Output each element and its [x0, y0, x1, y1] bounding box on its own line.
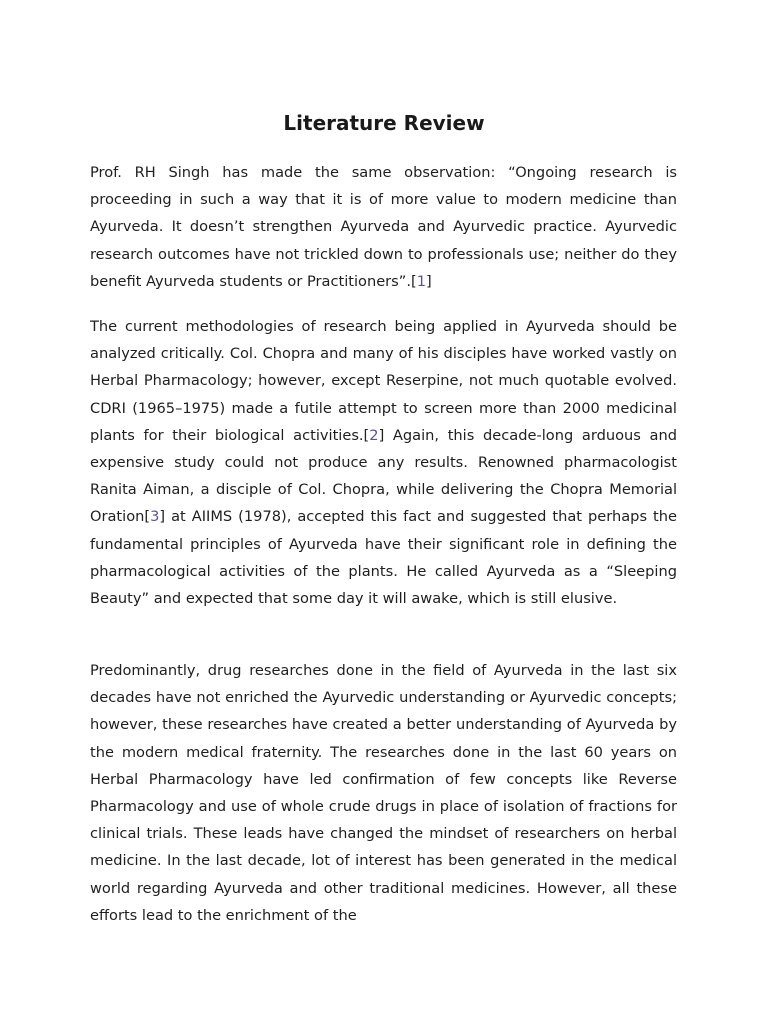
citation-link-2[interactable]: 2	[369, 426, 379, 444]
page-title: Literature Review	[283, 111, 485, 135]
paragraph-text: ] Again, this decade-long arduous and expensive study could not produce any results. Renowned pharmacologist Ranita Aiman, a disciple of Col. Chopra, while delivering the Chopra Memorial Oration[	[90, 426, 677, 526]
paragraph-text: Predominantly, drug researches done in the field of Ayurveda in the last six decades have not enriched the Ayurvedic understanding or Ayurvedic concepts; however, these researches have created a better understanding of Ayurveda by the modern medical fraternity. The researches done in the last 60 years on Herbal Pharmacology have led confirmation of few concepts like Reverse Pharmacology and use of whole crude drugs in place of isolation of fractions for clinical trials. These leads have changed the mindset of researchers on herbal medicine. In the last decade, lot of interest has been generated in the medical world regarding Ayurveda and other traditional medicines. However, all these efforts lead to the enrichment of the	[90, 662, 677, 924]
paragraph-2	[90, 313, 677, 612]
paragraph-text: Prof. RH Singh has made the same observation: “Ongoing research is proceeding in such a way that it is of more value to modern medicine than Ayurveda. It doesn’t strengthen Ayurveda and Ayurvedic practice. Ayurvedic research outcomes have not trickled down to professionals use; neither do they benefit Ayurveda students or Practitioners”.[	[90, 164, 677, 290]
paragraph-text: ] at AIIMS (1978), accepted this fact and suggested that perhaps the fundamental principles of Ayurveda have their significant role in defining the pharmacological activities of the plants. He called Ayurveda as a “Sleeping Beauty” and expected that some day it will awake, which is still elusive.	[90, 508, 677, 608]
paragraph-text: The current methodologies of research being applied in Ayurveda should be analyzed critically. Col. Chopra and many of his disciples have worked vastly on Herbal Pharmacology; however, except Reserpine, not much quotable evolved. CDRI (1965–1975) made a futile attempt to screen more than 2000 medicinal plants for their biological activities.[	[90, 318, 677, 444]
citation-link-3[interactable]: 3	[150, 508, 160, 526]
paragraph-1	[90, 159, 677, 295]
paragraph-text: ]	[425, 272, 432, 290]
citation-link-1[interactable]: 1	[416, 272, 426, 290]
paragraph-3	[90, 657, 677, 929]
